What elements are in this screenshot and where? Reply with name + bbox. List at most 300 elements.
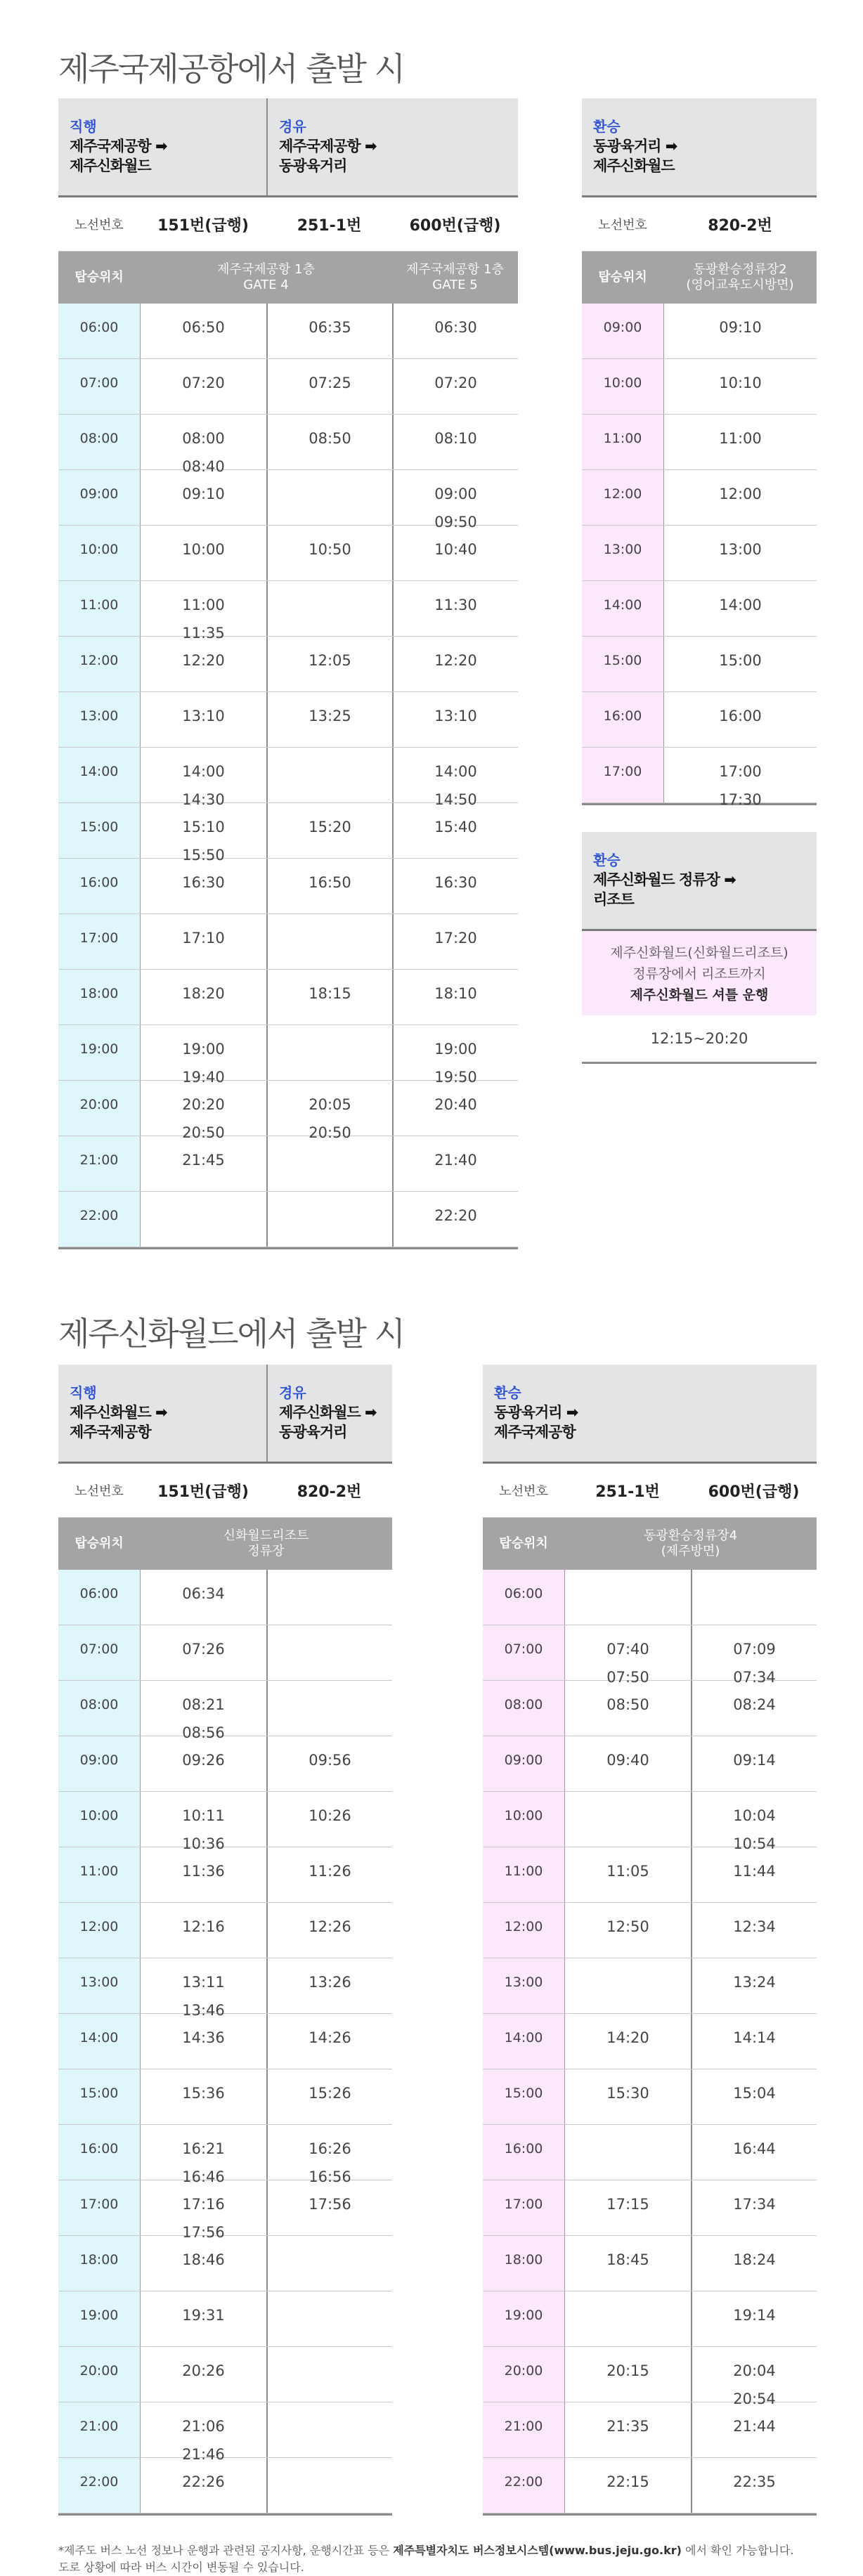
hour-cell: 11:00 [483, 1847, 564, 1902]
table-row [582, 415, 817, 470]
time-cell: 21:40 [392, 1136, 518, 1191]
time-cell: 10:11 10:36 [140, 1792, 266, 1847]
hour-cell: 11:00 [582, 415, 663, 469]
time-cell: 16:21 16:46 [140, 2125, 266, 2180]
table-row [58, 1958, 392, 2019]
hour-cell: 12:00 [582, 470, 663, 525]
route-kind: 환승 [593, 852, 621, 869]
timetable-rows [483, 1570, 817, 2513]
hour-cell: 14:00 [483, 2014, 564, 2069]
time-cell [266, 748, 392, 802]
time-cell: 06:34 [140, 1570, 266, 1625]
time-cell: 14:00 14:30 [140, 748, 266, 802]
hour-cell: 19:00 [58, 1025, 140, 1080]
time-cell: 17:34 [691, 2180, 817, 2235]
route-number-row [58, 1462, 392, 1518]
time-cell: 20:40 [392, 1081, 518, 1136]
table-row [582, 526, 817, 581]
time-cell: 13:00 [663, 526, 817, 580]
table-row [483, 1847, 817, 1903]
boarding-location: 신화월드리조트 정류장 [223, 1528, 309, 1559]
table-row [483, 2180, 817, 2236]
route-number-row [582, 195, 817, 252]
hour-cell: 20:00 [58, 1081, 140, 1136]
time-cell: 16:50 [266, 859, 392, 913]
table-row [58, 2180, 392, 2241]
hour-cell: 16:00 [58, 859, 140, 913]
time-cell: 22:20 [392, 1192, 518, 1247]
route-number-row [483, 1462, 817, 1518]
table-row [58, 2402, 392, 2463]
route-kind: 경유 [279, 118, 306, 135]
boarding-location-row [58, 1518, 392, 1570]
route-name: 동광육거리 ➡ 제주국제공항 [494, 1404, 578, 1440]
route-number: 151번(급행) [157, 1483, 249, 1501]
time-cell: 19:00 19:40 [140, 1025, 266, 1080]
time-cell: 13:25 [266, 692, 392, 747]
time-cell: 08:50 [564, 1681, 691, 1736]
hour-cell: 16:00 [582, 692, 663, 747]
time-cell [564, 1570, 691, 1625]
hour-cell: 09:00 [483, 1736, 564, 1791]
time-cell: 13:24 [691, 1958, 817, 2013]
table-row [58, 1681, 392, 1741]
time-cell: 08:21 08:56 [140, 1681, 266, 1736]
time-cell: 16:26 16:56 [266, 2125, 392, 2180]
time-cell: 07:20 [392, 359, 518, 414]
transfer-to-airport-table [483, 1365, 817, 2516]
time-cell [266, 470, 392, 525]
time-cell: 17:10 [140, 914, 266, 969]
time-cell: 17:16 17:56 [140, 2180, 266, 2235]
hour-cell: 20:00 [483, 2347, 564, 2402]
time-cell: 10:26 [266, 1792, 392, 1847]
route-number: 251-1번 [595, 1483, 660, 1501]
hour-cell: 10:00 [582, 359, 663, 414]
time-cell: 21:45 [140, 1136, 266, 1191]
boarding-location-label: 탑승위치 [598, 270, 647, 285]
time-cell: 22:15 [564, 2458, 691, 2513]
table-row [58, 1081, 518, 1141]
time-cell: 22:35 [691, 2458, 817, 2513]
time-cell: 14:14 [691, 2014, 817, 2069]
table-row [58, 581, 518, 642]
time-cell: 12:26 [266, 1903, 392, 1958]
time-cell: 20:05 20:50 [266, 1081, 392, 1136]
time-cell: 13:10 [140, 692, 266, 747]
table-row [58, 1136, 518, 1192]
time-cell: 08:24 [691, 1681, 817, 1736]
route-number-label: 노선번호 [598, 218, 647, 233]
boarding-location-label: 탑승위치 [74, 270, 124, 285]
hour-cell: 15:00 [58, 803, 140, 858]
table-row [58, 304, 518, 359]
route-number-label: 노선번호 [74, 218, 124, 233]
table-row [58, 803, 518, 864]
table-row [483, 1903, 817, 1958]
hour-cell: 18:00 [483, 2236, 564, 2291]
hour-cell: 06:00 [483, 1570, 564, 1625]
hour-cell: 12:00 [58, 637, 140, 691]
hour-cell: 20:00 [58, 2347, 140, 2402]
time-cell: 06:30 [392, 304, 518, 358]
hour-cell: 21:00 [58, 1136, 140, 1191]
table-row [58, 2347, 392, 2402]
hour-cell: 09:00 [582, 304, 663, 358]
time-cell: 15:40 [392, 803, 518, 858]
time-cell: 20:15 [564, 2347, 691, 2402]
time-cell: 19:00 19:50 [392, 1025, 518, 1080]
table-row [58, 1192, 518, 1247]
hour-cell: 16:00 [483, 2125, 564, 2180]
table-row [58, 2069, 392, 2125]
time-cell: 17:15 [564, 2180, 691, 2235]
route-number: 251-1번 [297, 216, 362, 235]
table-row [582, 581, 817, 637]
time-cell [266, 1025, 392, 1080]
route-number-label: 노선번호 [499, 1484, 548, 1499]
table-row [58, 1625, 392, 1681]
table-row [483, 2347, 817, 2407]
table-row [483, 2125, 817, 2180]
hour-cell: 17:00 [58, 2180, 140, 2235]
hour-cell: 15:00 [582, 637, 663, 691]
time-cell: 18:15 [266, 970, 392, 1024]
time-cell: 14:20 [564, 2014, 691, 2069]
boarding-location: 동광환승정류장4 (제주방면) [643, 1528, 738, 1559]
timetable-rows [582, 304, 817, 808]
time-cell: 19:14 [691, 2291, 817, 2346]
hour-cell: 09:00 [58, 470, 140, 525]
time-cell: 18:10 [392, 970, 518, 1024]
time-cell: 09:56 [266, 1736, 392, 1791]
time-cell: 09:40 [564, 1736, 691, 1791]
time-cell: 11:00 11:35 [140, 581, 266, 636]
time-cell: 16:30 [392, 859, 518, 913]
time-cell: 14:36 [140, 2014, 266, 2069]
time-cell: 17:56 [266, 2180, 392, 2235]
time-cell: 14:26 [266, 2014, 392, 2069]
time-cell [266, 1192, 392, 1247]
table-row [582, 359, 817, 415]
route-kind: 경유 [279, 1384, 306, 1401]
time-cell: 09:14 [691, 1736, 817, 1791]
time-cell: 06:50 [140, 304, 266, 358]
direct-route-header [58, 1365, 266, 1462]
time-cell: 12:16 [140, 1903, 266, 1958]
time-cell [140, 1192, 266, 1247]
time-cell: 11:30 [392, 581, 518, 636]
table-row [58, 1847, 392, 1903]
table-row [58, 637, 518, 692]
time-cell: 09:10 [663, 304, 817, 358]
route-name: 제주신화월드 ➡ 동광육거리 [279, 1404, 377, 1440]
route-name: 제주신화월드 ➡ 제주국제공항 [70, 1404, 167, 1440]
time-cell: 15:00 [663, 637, 817, 691]
route-number: 151번(급행) [157, 216, 249, 235]
boarding-location-label: 탑승위치 [499, 1536, 548, 1551]
route-kind: 직행 [70, 118, 97, 135]
direct-route-header [58, 98, 266, 195]
table-row [58, 415, 518, 475]
table-bottom-rule [58, 2513, 392, 2516]
table-row [58, 748, 518, 808]
time-cell: 10:50 [266, 526, 392, 580]
transfer-route-header [582, 98, 817, 195]
time-cell: 11:36 [140, 1847, 266, 1902]
hour-cell: 10:00 [58, 526, 140, 580]
table-row [58, 1570, 392, 1625]
time-cell: 11:00 [663, 415, 817, 469]
table-row [58, 970, 518, 1025]
table-row [483, 2402, 817, 2458]
hour-cell: 14:00 [582, 581, 663, 636]
boarding-location-row [483, 1518, 817, 1570]
table-row [483, 2291, 817, 2347]
hour-cell: 13:00 [582, 526, 663, 580]
table-row [58, 1792, 392, 1852]
time-cell: 21:35 [564, 2402, 691, 2457]
shuttle-description [582, 929, 817, 1015]
hour-cell: 07:00 [58, 359, 140, 414]
hour-cell: 11:00 [58, 581, 140, 636]
section1-title: 제주국제공항에서 출발 시 [58, 50, 405, 88]
time-cell: 17:00 17:30 [663, 748, 817, 802]
via-route-header [266, 1365, 392, 1462]
timetable-rows [58, 304, 518, 1247]
table-row [58, 359, 518, 415]
time-cell: 15:26 [266, 2069, 392, 2124]
time-cell: 08:00 08:40 [140, 415, 266, 469]
boarding-location: 동광환승정류장2 (영어교육도시방면) [686, 262, 794, 292]
boarding-location-label: 탑승위치 [74, 1536, 124, 1551]
time-cell: 11:05 [564, 1847, 691, 1902]
route-number: 600번(급행) [409, 216, 501, 235]
hour-cell: 22:00 [483, 2458, 564, 2513]
table-row [483, 2458, 817, 2513]
route-kind: 환승 [593, 118, 621, 135]
table-bottom-rule [58, 1247, 518, 1249]
time-cell [266, 2236, 392, 2291]
time-cell: 14:00 14:50 [392, 748, 518, 802]
time-cell: 13:26 [266, 1958, 392, 2013]
time-cell: 08:50 [266, 415, 392, 469]
hour-cell: 19:00 [58, 2291, 140, 2346]
time-cell: 18:45 [564, 2236, 691, 2291]
hour-cell: 07:00 [58, 1625, 140, 1680]
time-cell [266, 2458, 392, 2513]
hour-cell: 22:00 [58, 2458, 140, 2513]
shuttle-info-box [582, 832, 817, 1064]
time-cell: 12:05 [266, 637, 392, 691]
table-row [58, 2236, 392, 2291]
time-cell: 10:40 [392, 526, 518, 580]
shuttle-desc-line: 제주신화월드(신화월드리조트) [610, 945, 789, 961]
table-row [483, 1736, 817, 1792]
time-cell: 15:10 15:50 [140, 803, 266, 858]
hour-cell: 18:00 [58, 970, 140, 1024]
time-cell: 12:20 [140, 637, 266, 691]
hour-cell: 14:00 [58, 748, 140, 802]
hour-cell: 21:00 [58, 2402, 140, 2457]
boarding-location-row [58, 252, 518, 304]
time-cell: 11:44 [691, 1847, 817, 1902]
time-cell: 17:20 [392, 914, 518, 969]
table-row [58, 2125, 392, 2185]
time-cell [266, 1625, 392, 1680]
table-row [58, 2291, 392, 2347]
table-row [483, 1958, 817, 2014]
hour-cell: 09:00 [58, 1736, 140, 1791]
boarding-location: 제주국제공항 1층 GATE 4 [217, 262, 315, 292]
transfer-route-header [483, 1365, 817, 1462]
time-cell [266, 1570, 392, 1625]
via-route-header [266, 98, 518, 195]
time-cell: 15:20 [266, 803, 392, 858]
table-row [483, 2014, 817, 2069]
time-cell: 12:34 [691, 1903, 817, 1958]
time-cell [266, 2402, 392, 2457]
section2-title: 제주신화월드에서 출발 시 [58, 1315, 405, 1353]
time-cell [564, 2125, 691, 2180]
table-row [58, 914, 518, 970]
time-cell [564, 1958, 691, 2013]
table-row [582, 470, 817, 526]
hour-cell: 16:00 [58, 2125, 140, 2180]
hour-cell: 13:00 [483, 1958, 564, 2013]
time-cell: 10:04 10:54 [691, 1792, 817, 1847]
route-name: 제주국제공항 ➡ 제주신화월드 [70, 138, 167, 174]
shuttle-desc-line: 정류장에서 리조트까지 [632, 966, 766, 982]
table-bottom-rule [582, 803, 817, 805]
table-row [58, 1903, 392, 1958]
hour-cell: 17:00 [483, 2180, 564, 2235]
time-cell [691, 1570, 817, 1625]
table-row [582, 304, 817, 359]
time-cell: 12:20 [392, 637, 518, 691]
time-cell: 16:30 [140, 859, 266, 913]
hour-cell: 12:00 [58, 1903, 140, 1958]
table-row [582, 748, 817, 808]
hour-cell: 08:00 [58, 415, 140, 469]
hour-cell: 06:00 [58, 1570, 140, 1625]
time-cell: 09:26 [140, 1736, 266, 1791]
time-cell: 20:20 20:50 [140, 1081, 266, 1136]
hour-cell: 11:00 [58, 1847, 140, 1902]
time-cell: 10:00 [140, 526, 266, 580]
time-cell: 15:36 [140, 2069, 266, 2124]
route-number: 600번(급행) [708, 1483, 800, 1501]
hour-cell: 15:00 [58, 2069, 140, 2124]
table-row [483, 1792, 817, 1852]
time-cell: 22:26 [140, 2458, 266, 2513]
table-row [58, 692, 518, 748]
time-cell: 12:00 [663, 470, 817, 525]
table-row [483, 1625, 817, 1686]
time-cell [266, 581, 392, 636]
time-cell: 20:04 20:54 [691, 2347, 817, 2402]
footnote [58, 2542, 831, 2576]
time-cell: 15:04 [691, 2069, 817, 2124]
footnote-text: *제주도 버스 노선 정보나 운행과 관련된 공지사항, 운행시간표 등은 [58, 2544, 394, 2557]
time-cell: 08:10 [392, 415, 518, 469]
route-kind: 환승 [494, 1384, 521, 1401]
table-row [582, 637, 817, 692]
route-number: 820-2번 [708, 216, 772, 235]
time-cell [266, 1681, 392, 1736]
bus-info-system-link: 제주특별자치도 버스정보시스템(www.bus.jeju.go.kr) [393, 2544, 682, 2557]
time-cell: 14:00 [663, 581, 817, 636]
table-row [58, 2014, 392, 2069]
time-cell [266, 2291, 392, 2346]
time-cell: 07:25 [266, 359, 392, 414]
time-cell: 07:20 [140, 359, 266, 414]
time-cell: 20:26 [140, 2347, 266, 2402]
table-row [483, 2236, 817, 2291]
time-cell: 15:30 [564, 2069, 691, 2124]
transfer-to-shinhwa-table [582, 98, 817, 808]
route-name: 제주국제공항 ➡ 동광육거리 [279, 138, 377, 174]
footnote-text: 에서 확인 가능합니다. [681, 2544, 794, 2557]
time-cell [564, 2291, 691, 2346]
airport-departure-table [58, 98, 518, 1249]
table-row [483, 1570, 817, 1625]
time-cell: 07:09 07:34 [691, 1625, 817, 1680]
hour-cell: 22:00 [58, 1192, 140, 1247]
hour-cell: 15:00 [483, 2069, 564, 2124]
time-cell: 11:26 [266, 1847, 392, 1902]
table-row [58, 470, 518, 531]
hour-cell: 08:00 [483, 1681, 564, 1736]
table-bottom-rule [483, 2513, 817, 2516]
shuttle-route-header [582, 832, 817, 929]
route-number: 820-2번 [297, 1483, 362, 1501]
time-cell: 07:26 [140, 1625, 266, 1680]
time-cell: 09:10 [140, 470, 266, 525]
hour-cell: 18:00 [58, 2236, 140, 2291]
boarding-location-row [582, 252, 817, 304]
hour-cell: 17:00 [582, 748, 663, 802]
hour-cell: 21:00 [483, 2402, 564, 2457]
time-cell: 09:00 09:50 [392, 470, 518, 525]
time-cell: 18:20 [140, 970, 266, 1024]
time-cell: 13:10 [392, 692, 518, 747]
time-cell: 21:06 21:46 [140, 2402, 266, 2457]
time-cell: 12:50 [564, 1903, 691, 1958]
table-row [58, 526, 518, 581]
time-cell: 06:35 [266, 304, 392, 358]
route-number-row [58, 195, 518, 252]
hour-cell: 19:00 [483, 2291, 564, 2346]
hour-cell: 13:00 [58, 692, 140, 747]
hour-cell: 13:00 [58, 1958, 140, 2013]
table-row [58, 859, 518, 914]
shinhwa-departure-table [58, 1365, 392, 2516]
hour-cell: 17:00 [58, 914, 140, 969]
timetable-rows [58, 1570, 392, 2513]
route-kind: 직행 [70, 1384, 97, 1401]
time-cell [266, 2347, 392, 2402]
hour-cell: 10:00 [483, 1792, 564, 1847]
footnote-text: 도로 상황에 따라 버스 시간이 변동될 수 있습니다. [58, 2561, 304, 2574]
time-cell: 21:44 [691, 2402, 817, 2457]
route-name: 제주신화월드 정류장 ➡ 리조트 [593, 871, 736, 908]
time-cell [564, 1792, 691, 1847]
shuttle-desc-emphasis: 제주신화월드 셔틀 운행 [630, 987, 769, 1003]
route-number-label: 노선번호 [74, 1484, 124, 1499]
boarding-location: 제주국제공항 1층 GATE 5 [406, 262, 504, 292]
table-row [582, 692, 817, 748]
